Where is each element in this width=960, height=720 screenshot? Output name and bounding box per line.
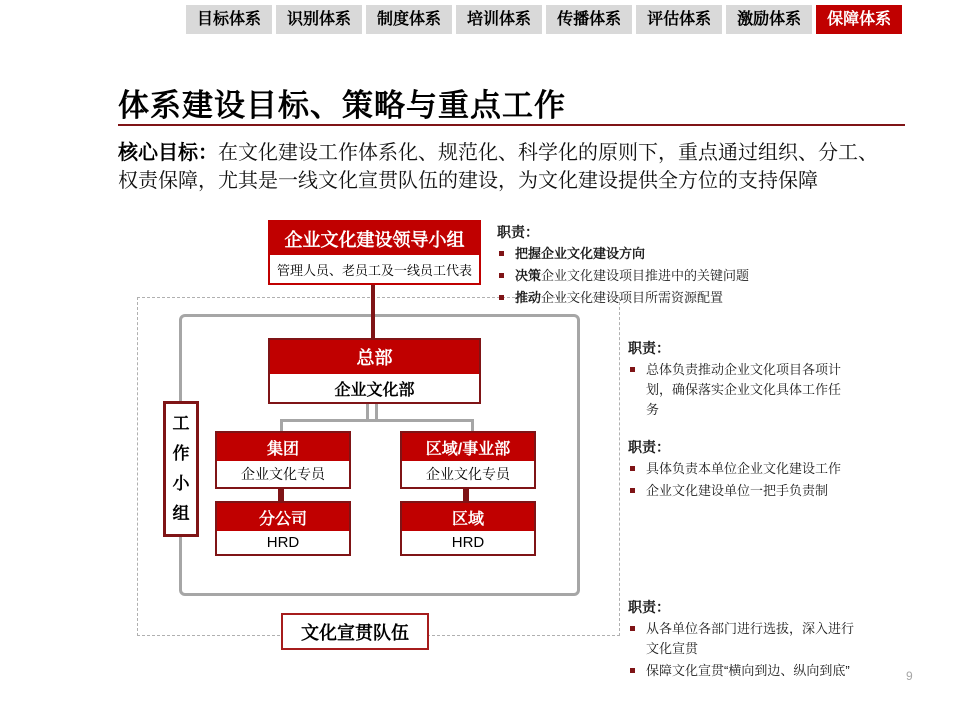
page-number: 9: [906, 669, 913, 683]
node-group-title: 集团: [217, 433, 349, 461]
node-hq-subtitle: 企业文化部: [270, 374, 479, 402]
node-group-subtitle: 企业文化专员: [217, 461, 349, 487]
duty-text: 把握企业文化建设方向: [515, 246, 646, 261]
node-region-title: 区域: [402, 503, 534, 531]
bullet-icon: [499, 251, 504, 256]
nav-tabs: [186, 5, 902, 34]
node-hq-title: 总部: [270, 340, 479, 374]
duty-item: [628, 661, 866, 681]
bullet-icon: [499, 273, 504, 278]
bullet-icon: [630, 367, 635, 372]
core-goal-text: 在文化建设工作体系化、规范化、科学化的原则下，重点通过组织、分工、权责保障，尤其是一线文化宣贯队伍的建设，为文化建设提供全方位的支持保障: [118, 142, 878, 192]
bullet-icon: [499, 295, 504, 300]
duty-text: 从各单位各部门进行选拔，深入进行文化宣贯: [646, 621, 855, 656]
bullet-icon: [630, 626, 635, 631]
connector-horizontal: [280, 419, 474, 422]
duty-item: [628, 360, 850, 420]
tab-communication-system[interactable]: 传播体系: [546, 5, 632, 34]
duty-text: 具体负责本单位企业文化建设工作: [646, 461, 842, 476]
tab-goal-system[interactable]: 目标体系: [186, 5, 272, 34]
bullet-icon: [630, 466, 635, 471]
duty-item: [497, 244, 787, 264]
bullet-icon: [630, 668, 635, 673]
tab-incentive-system[interactable]: 激励体系: [726, 5, 812, 34]
duty-item: [628, 459, 910, 479]
node-region-bu-title: 区域/事业部: [402, 433, 534, 461]
tab-evaluation-system[interactable]: 评估体系: [636, 5, 722, 34]
node-region-subtitle: HRD: [402, 531, 534, 554]
duty-item: [497, 288, 787, 308]
duty-item: [628, 481, 910, 501]
duty-text: 总体负责推动企业文化项目各项计划，确保落实企业文化具体工作任务: [646, 362, 842, 417]
duties-team-heading: 职责：: [628, 599, 670, 615]
connector-leader-to-hq: [371, 283, 375, 338]
node-leader-subtitle: 管理人员、老员工及一线员工代表: [270, 255, 479, 283]
title-underline: [118, 124, 905, 126]
workgroup-vertical-label: [163, 401, 199, 537]
connector-group-to-branch: [278, 487, 284, 501]
node-region-bu: [400, 431, 536, 489]
duties-leader-heading: 职责：: [497, 224, 539, 240]
duty-text: 企业文化建设单位一把手负责制: [646, 483, 829, 498]
duty-item: [497, 266, 787, 286]
node-headquarters: [268, 338, 481, 404]
connector-drop-right: [471, 419, 474, 431]
node-leader-group: [268, 220, 481, 285]
duty-text: 保障文化宣贯“横向到边、纵向到底”: [646, 663, 850, 678]
tab-training-system[interactable]: 培训体系: [456, 5, 542, 34]
connector-drop-left: [280, 419, 283, 431]
node-region: [400, 501, 536, 556]
node-region-bu-subtitle: 企业文化专员: [402, 461, 534, 487]
duties-units-heading: 职责：: [628, 439, 670, 455]
culture-team-label: 文化宣贯队伍: [281, 613, 429, 650]
duties-team: [628, 597, 866, 683]
connector-regionbu-to-region: [463, 487, 469, 501]
tab-institution-system[interactable]: 制度体系: [366, 5, 452, 34]
tab-identity-system[interactable]: 识别体系: [276, 5, 362, 34]
duties-hq-heading: 职责：: [628, 340, 670, 356]
core-goal-separator: ：: [198, 142, 218, 164]
duty-item: [628, 619, 866, 659]
workgroup-label-text: 工作小组: [172, 414, 190, 523]
core-goal-label: 核心目标: [118, 142, 198, 164]
duty-text: 决策企业文化建设项目推进中的关键问题: [515, 268, 750, 283]
node-branch-title: 分公司: [217, 503, 349, 531]
duty-text: 推动企业文化建设项目所需资源配置: [515, 290, 724, 305]
page-title: 体系建设目标、策略与重点工作: [118, 88, 566, 123]
bullet-icon: [630, 488, 635, 493]
duties-units: [628, 437, 910, 503]
tab-support-system[interactable]: 保障体系: [816, 5, 902, 34]
node-group: [215, 431, 351, 489]
node-branch-subtitle: HRD: [217, 531, 349, 554]
duties-leader: [497, 222, 787, 310]
node-leader-title: 企业文化建设领导小组: [270, 222, 479, 255]
duties-hq: [628, 338, 850, 422]
core-goal-paragraph: [118, 139, 890, 195]
node-branch-company: [215, 501, 351, 556]
